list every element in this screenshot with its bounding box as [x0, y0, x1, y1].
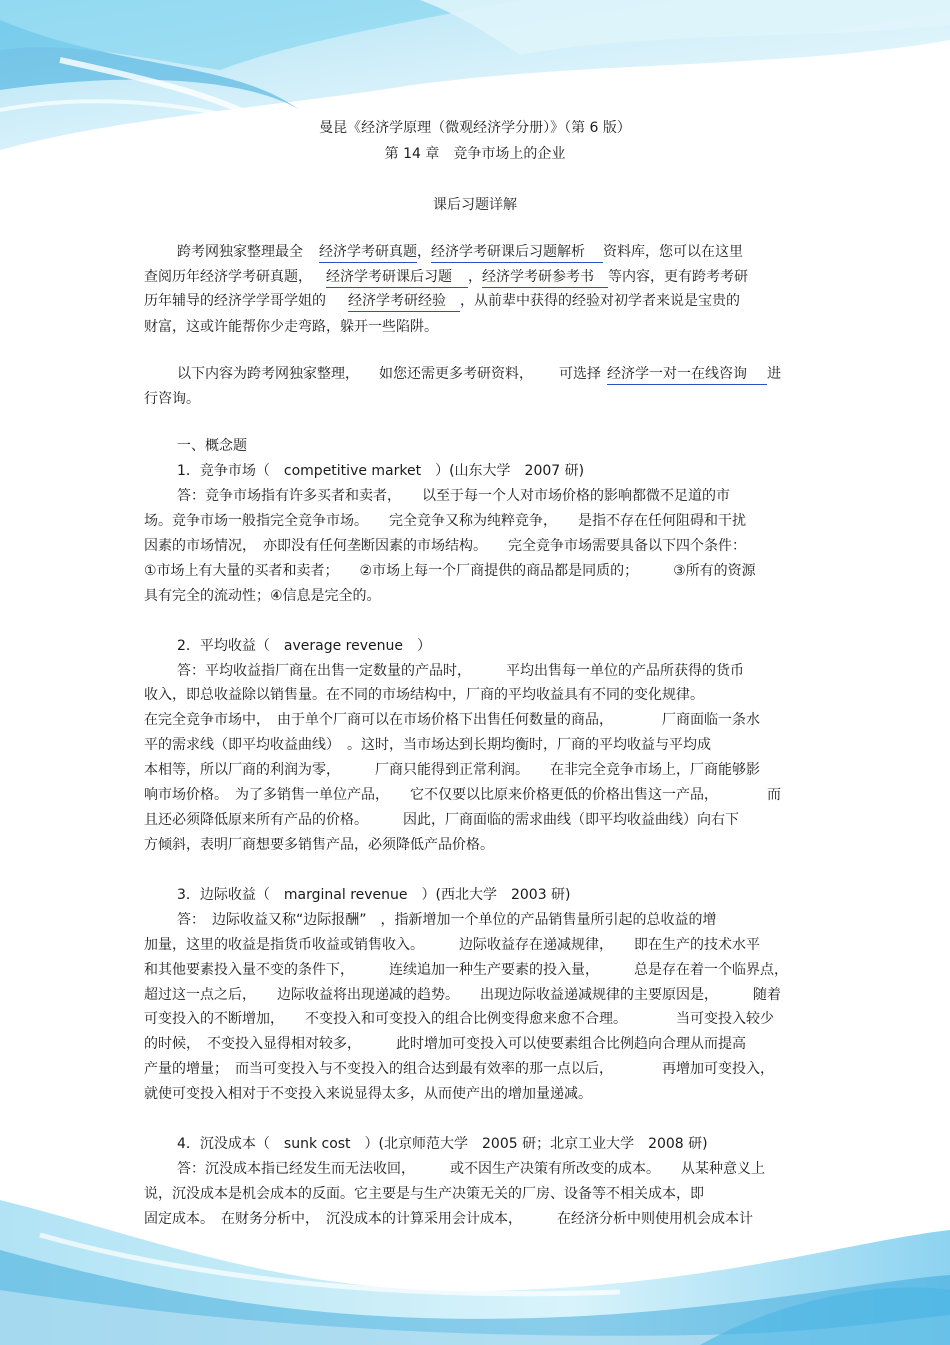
intro-line-3: [144, 292, 740, 312]
q3-line: 超过这一点之后， 边际收益将出现递减的趋势。 出现边际收益递减规律的主要原因是， 随着: [144, 987, 781, 1003]
q3-line: 就使可变投入相对于不变投入来说显得太多，从而使产出的增加量递减。: [144, 1086, 592, 1102]
q1-title: 1．竞争市场（ competitive market ）(山东大学 2007 研): [177, 463, 585, 479]
link-online-consult[interactable]: 经济学一对一在线咨询: [607, 365, 767, 385]
q3-line: 的时候， 不变投入显得相对较多， 此时增加可变投入可以使要素组合比例趋向合理从而提高: [144, 1036, 746, 1052]
q3-line: 产量的增量； 而当可变投入与不变投入的组合达到最有效率的那一点以后， 再增加可变投入，: [144, 1061, 774, 1077]
intro-text: 跨考网独家整理最全: [177, 244, 303, 260]
intro-text: 历年辅导的经济学学哥学姐的: [144, 293, 326, 309]
q3-line: 答： 边际收益又称“边际报酬” ，指新增加一个单位的产品销售量所引起的总收益的增: [177, 912, 717, 928]
intro-text: 进: [767, 366, 781, 382]
intro-text: 如您还需更多考研资料，: [379, 366, 533, 382]
q2-line: 响市场价格。 为了多销售一单位产品， 它不仅要以比原来价格更低的价格出售这一产品， 而: [144, 787, 781, 803]
intro-line-6: 行咨询。: [144, 391, 200, 407]
q2-line: 答：平均收益指厂商在出售一定数量的产品时， 平均出售每一单位的产品所获得的货币: [177, 663, 744, 679]
book-title: 曼昆《经济学原理（微观经济学分册）》（第 6 版）: [319, 120, 631, 136]
intro-line-2: [144, 268, 748, 288]
intro-line-4: 财富，这或许能帮你少走弯路，躲开一些陷阱。: [144, 319, 438, 335]
q2-line: 方倾斜，表明厂商想要多销售产品，必须降低产品价格。: [144, 837, 494, 853]
q1-line: 场。竞争市场一般指完全竞争市场。 完全竞争又称为纯粹竞争， 是指不存在任何阻碍和干扰: [144, 513, 746, 529]
link-exercise-solutions[interactable]: 经济学考研课后习题解析: [431, 243, 603, 263]
intro-text: ，从前辈中获得的经验对初学者来说是宝贵的: [460, 293, 740, 309]
separator: ，: [417, 244, 431, 260]
q2-line: 平的需求线（即平均收益曲线） 。这时，当市场达到长期均衡时，厂商的平均收益与平均成: [144, 737, 711, 753]
q3-line: 加量，这里的收益是指货币收益或销售收入。 边际收益存在递减规律， 即在生产的技术水平: [144, 937, 760, 953]
q3-line: 和其他要素投入量不变的条件下， 连续追加一种生产要素的投入量， 总是存在着一个临界点，: [144, 962, 788, 978]
q3-line: 可变投入的不断增加， 不变投入和可变投入的组合比例变得愈来愈不合理。 当可变投入较少: [144, 1011, 774, 1027]
intro-text: 可选择: [559, 366, 601, 382]
intro-line-1: [177, 243, 743, 263]
q1-line: 因素的市场情况， 亦即没有任何垄断因素的市场结构。 完全竞争市场需要具备以下四个条件：: [144, 538, 746, 554]
intro-text: 资料库，您可以在这里: [603, 244, 743, 260]
chapter-title: 第 14 章 竞争市场上的企业: [384, 146, 566, 162]
q2-line: 收入，即总收益除以销售量。在不同的市场结构中，厂商的平均收益具有不同的变化规律。: [144, 687, 704, 703]
q4-line: 答：沉没成本指已经发生而无法收回， 或不因生产决策有所改变的成本。 从某种意义上: [177, 1161, 765, 1177]
q4-title: 4．沉没成本（ sunk cost ）(北京师范大学 2005 研；北京工业大学 2008 研): [177, 1136, 708, 1152]
intro-text: 以下内容为跨考网独家整理，: [177, 366, 359, 382]
link-after-class-exercises[interactable]: 经济学考研课后习题: [326, 268, 468, 288]
q1-line: 具有完全的流动性；④信息是完全的。: [144, 588, 381, 604]
separator: ，: [468, 269, 482, 285]
q1-line: ①市场上有大量的买者和卖者； ②市场上每一个厂商提供的商品都是同质的； ③所有的资源: [144, 563, 756, 579]
section-heading: 一、概念题: [177, 438, 247, 454]
link-exam-experience[interactable]: 经济学考研经验: [348, 292, 460, 312]
link-exam-papers[interactable]: 经济学考研真题: [319, 243, 417, 263]
q2-line: 且还必须降低原来所有产品的价格。 因此，厂商面临的需求曲线（即平均收益曲线）向右下: [144, 812, 739, 828]
section-subtitle: 课后习题详解: [433, 197, 517, 213]
intro-line-5: [177, 365, 781, 385]
q2-line: 本相等，所以厂商的利润为零， 厂商只能得到正常利润。 在非完全竞争市场上，厂商能够影: [144, 762, 760, 778]
q3-title: 3．边际收益（ marginal revenue ）(西北大学 2003 研): [177, 887, 571, 903]
q2-line: 在完全竞争市场中， 由于单个厂商可以在市场价格下出售任何数量的商品， 厂商面临一条水: [144, 712, 760, 728]
q4-line: 说，沉没成本是机会成本的反面。它主要是与生产决策无关的厂房、设备等不相关成本，即: [144, 1186, 704, 1202]
q4-line: 固定成本。 在财务分析中， 沉没成本的计算采用会计成本， 在经济分析中则使用机会成本计: [144, 1211, 753, 1227]
q2-title: 2．平均收益（ average revenue ）: [177, 638, 431, 654]
intro-text: 等内容，更有跨考考研: [608, 269, 748, 285]
link-reference-books[interactable]: 经济学考研参考书: [482, 268, 608, 288]
intro-text: 查阅历年经济学考研真题，: [144, 269, 312, 285]
q1-line: 答：竞争市场指有许多买者和卖者， 以至于每一个人对市场价格的影响都微不足道的市: [177, 488, 730, 504]
